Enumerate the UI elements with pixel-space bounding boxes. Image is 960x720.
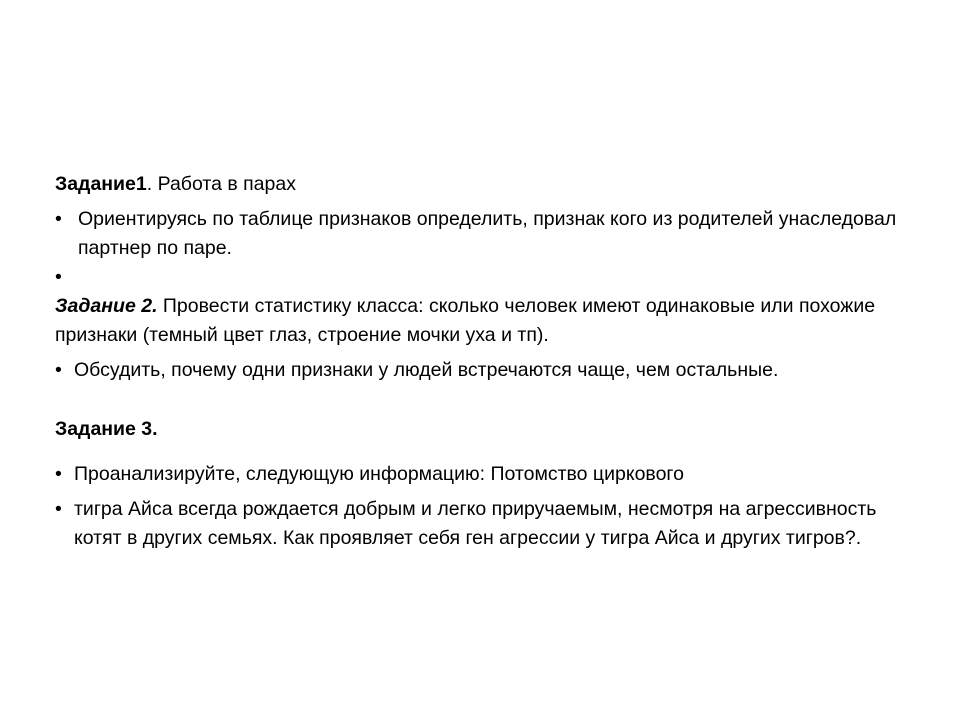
task1-heading	[55, 170, 915, 199]
task1-heading-rest: . Работа в парах	[146, 173, 296, 195]
bullet-icon: •	[55, 266, 62, 288]
empty-bullet-text	[74, 263, 915, 290]
task3-bullet-item-2	[55, 495, 915, 553]
task2-heading-rest: Провести статистику класса: сколько человек имеют одинаковые или похожие признаки (темный цвет глаз, строение мочки уха и тп).	[55, 295, 876, 346]
task1-heading-label: Задание1	[55, 173, 147, 195]
task2-bullet-text: Обсудить, почему одни признаки у людей встречаются чаще, чем остальные.	[74, 359, 779, 381]
task3-bullet-item-1	[55, 460, 915, 489]
task1-bullet-item	[55, 205, 915, 263]
spacer-4	[55, 444, 915, 460]
task3-heading-label: Задание 3.	[55, 418, 158, 440]
task1-bullet-text: Ориентируясь по таблице признаков определить, признак кого из родителей унаследовал партнер по паре.	[78, 208, 897, 259]
bullet-icon: •	[55, 498, 62, 520]
bullet-icon: •	[55, 208, 62, 230]
task3-bullet-text-1: Проанализируйте, следующую информацию: Потомство циркового	[74, 463, 684, 485]
task2-bullet-item	[55, 356, 915, 385]
task2-heading-label: Задание 2.	[55, 295, 158, 317]
task3-heading	[55, 415, 915, 444]
task2-heading	[55, 292, 915, 350]
empty-bullet-item	[55, 263, 915, 292]
bullet-icon: •	[55, 359, 62, 381]
slide-content	[55, 170, 915, 553]
task3-bullet-text-2: тигра Айса всегда рождается добрым и легко приручаемым, несмотря на агрессивность котят в других семьях. Как проявляет себя ген агрессии у тигра Айса и других тигров?.	[74, 498, 877, 549]
spacer-3	[55, 385, 915, 415]
bullet-icon: •	[55, 463, 62, 485]
